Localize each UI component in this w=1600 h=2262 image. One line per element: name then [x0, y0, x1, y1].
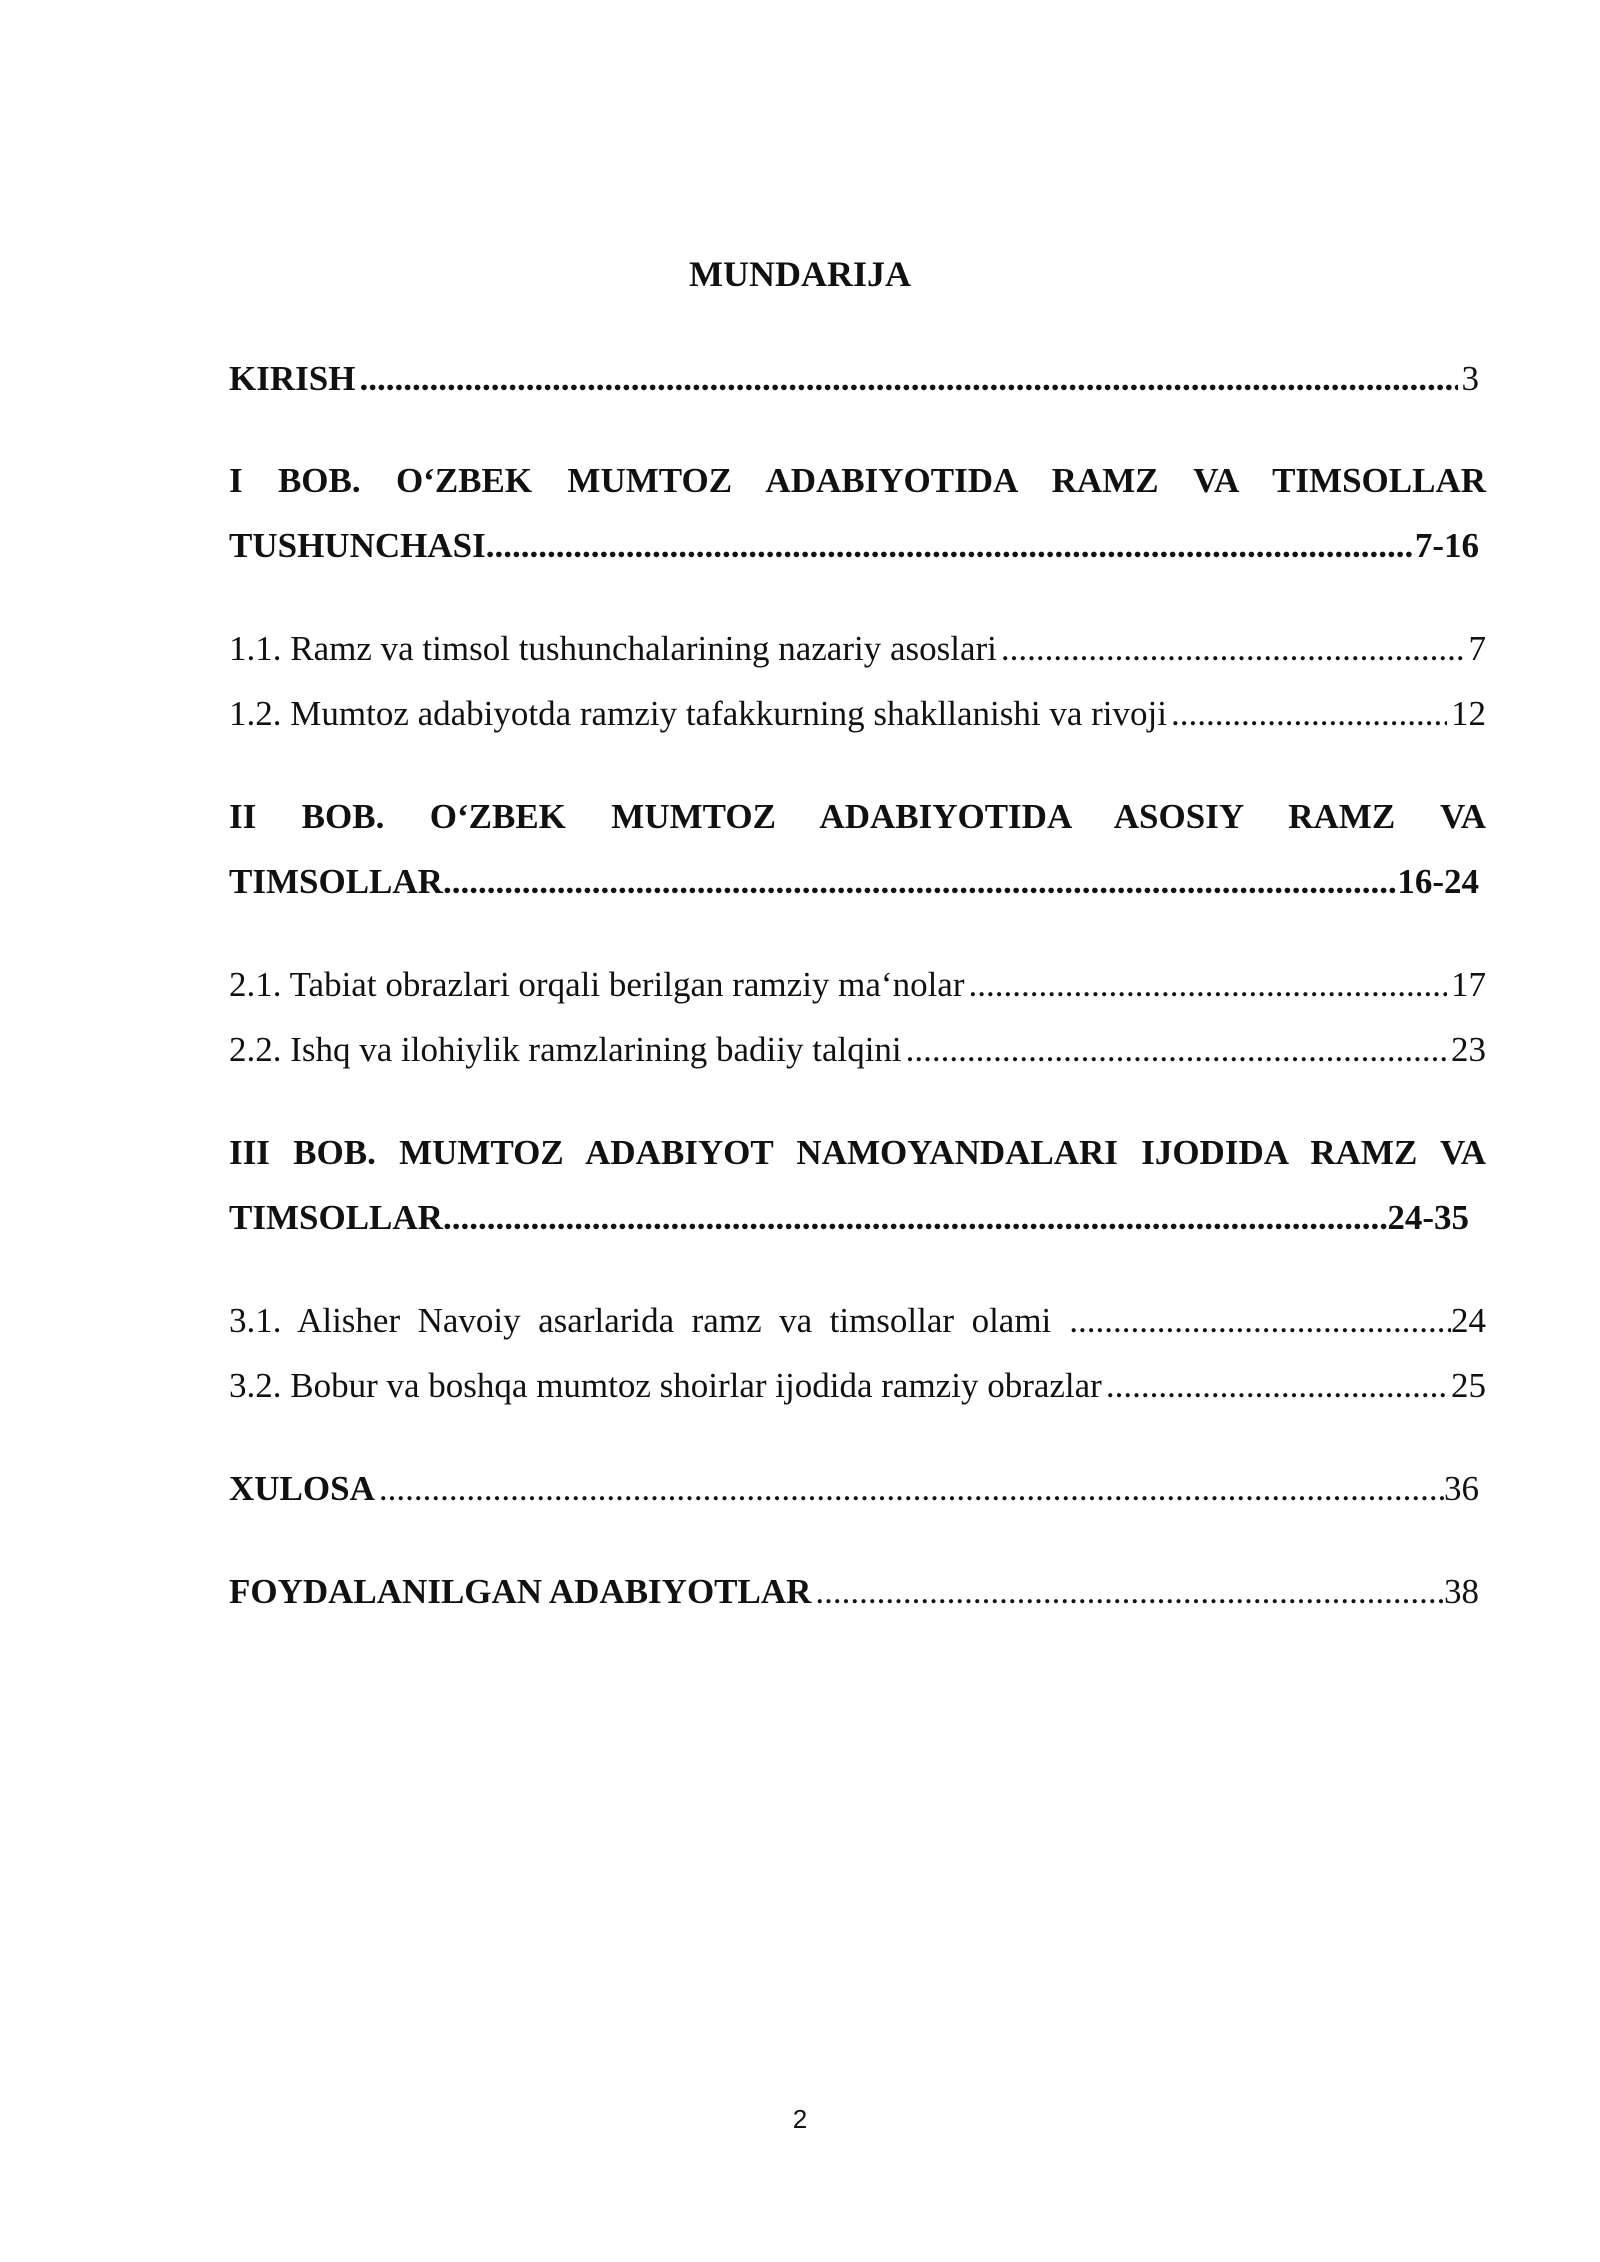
toc-chapter-1-title[interactable]: I BOB. O‘ZBEK MUMTOZ ADABIYOTIDA RAMZ VA TIMSOLLAR: [229, 461, 1486, 500]
toc-entry-2-2[interactable]: [229, 1028, 1486, 1072]
toc-entry-label: TIMSOLLAR: [229, 862, 443, 901]
toc-entry-label: 2.2. Ishq va ilohiylik ramzlarining badiiy talqini: [229, 1030, 902, 1069]
toc-entry-page: 3: [1461, 359, 1479, 398]
dot-leader: [443, 860, 1397, 904]
toc-chapter-1-entry[interactable]: [229, 524, 1479, 568]
page-number: 2: [792, 2104, 808, 2134]
toc-entry-label: 1.1. Ramz va timsol tushunchalarining nazariy asoslari: [229, 629, 997, 668]
dot-leader: [1106, 1364, 1447, 1408]
toc-entry-page: 7-16: [1414, 526, 1479, 565]
toc-entry-page: 38: [1444, 1572, 1479, 1611]
toc-entry-2-1[interactable]: [229, 963, 1486, 1007]
toc-entry-page: 16-24: [1397, 862, 1479, 901]
toc-entry-label: 3.1. Alisher Navoiy asarlarida ramz va timsollar olami: [229, 1301, 1052, 1340]
page-title: MUNDARIJA: [689, 254, 911, 294]
toc-entry-page: 23: [1451, 1030, 1486, 1069]
toc-entry-page: 12: [1451, 694, 1486, 733]
dot-leader: [443, 1196, 1387, 1240]
toc-entry-kirish[interactable]: [229, 357, 1479, 401]
dot-leader: [1069, 1299, 1451, 1343]
dot-leader: [379, 1467, 1444, 1511]
toc-entry-label: 2.1. Tabiat obrazlari orqali berilgan ramziy ma‘nolar: [229, 965, 965, 1004]
toc-entry-adabiyotlar[interactable]: [229, 1570, 1479, 1614]
toc-entry-label: 1.2. Mumtoz adabiyotda ramziy tafakkurning shakllanishi va rivoji: [229, 694, 1167, 733]
toc-entry-1-1[interactable]: [229, 627, 1486, 671]
toc-entry-1-2[interactable]: [229, 692, 1486, 736]
toc-chapter-3-title[interactable]: III BOB. MUMTOZ ADABIYOT NAMOYANDALARI IJODIDA RAMZ VA: [229, 1133, 1486, 1172]
toc-entry-3-1[interactable]: [229, 1299, 1486, 1343]
dot-leader: [486, 524, 1415, 568]
toc-entry-xulosa[interactable]: [229, 1467, 1479, 1511]
dot-leader: [815, 1570, 1444, 1614]
toc-chapter-3-entry[interactable]: [229, 1196, 1469, 1240]
toc-entry-label: KIRISH: [229, 359, 356, 398]
dot-leader: [1001, 627, 1465, 671]
toc-entry-page: 24: [1451, 1301, 1486, 1340]
toc-entry-label: FOYDALANILGAN ADABIYOTLAR: [229, 1572, 812, 1611]
toc-entry-label: XULOSA: [229, 1469, 375, 1508]
toc-entry-3-2[interactable]: [229, 1364, 1486, 1408]
toc-entry-page: 25: [1451, 1366, 1486, 1405]
toc-entry-label: TIMSOLLAR: [229, 1198, 443, 1237]
toc-entry-page: 36: [1444, 1469, 1479, 1508]
toc-chapter-2-title[interactable]: II BOB. O‘ZBEK MUMTOZ ADABIYOTIDA ASOSIY RAMZ VA: [229, 797, 1486, 836]
toc-entry-page: 24-35: [1387, 1198, 1469, 1237]
toc-entry-label: TUSHUNCHASI: [229, 526, 486, 565]
toc-entry-label: 3.2. Bobur va boshqa mumtoz shoirlar ijodida ramziy obrazlar: [229, 1366, 1102, 1405]
dot-leader: [359, 357, 1457, 401]
dot-leader: [969, 963, 1448, 1007]
dot-leader: [1171, 692, 1447, 736]
toc-chapter-2-entry[interactable]: [229, 860, 1479, 904]
dot-leader: [906, 1028, 1447, 1072]
toc-entry-page: 7: [1468, 629, 1486, 668]
toc-entry-page: 17: [1451, 965, 1486, 1004]
